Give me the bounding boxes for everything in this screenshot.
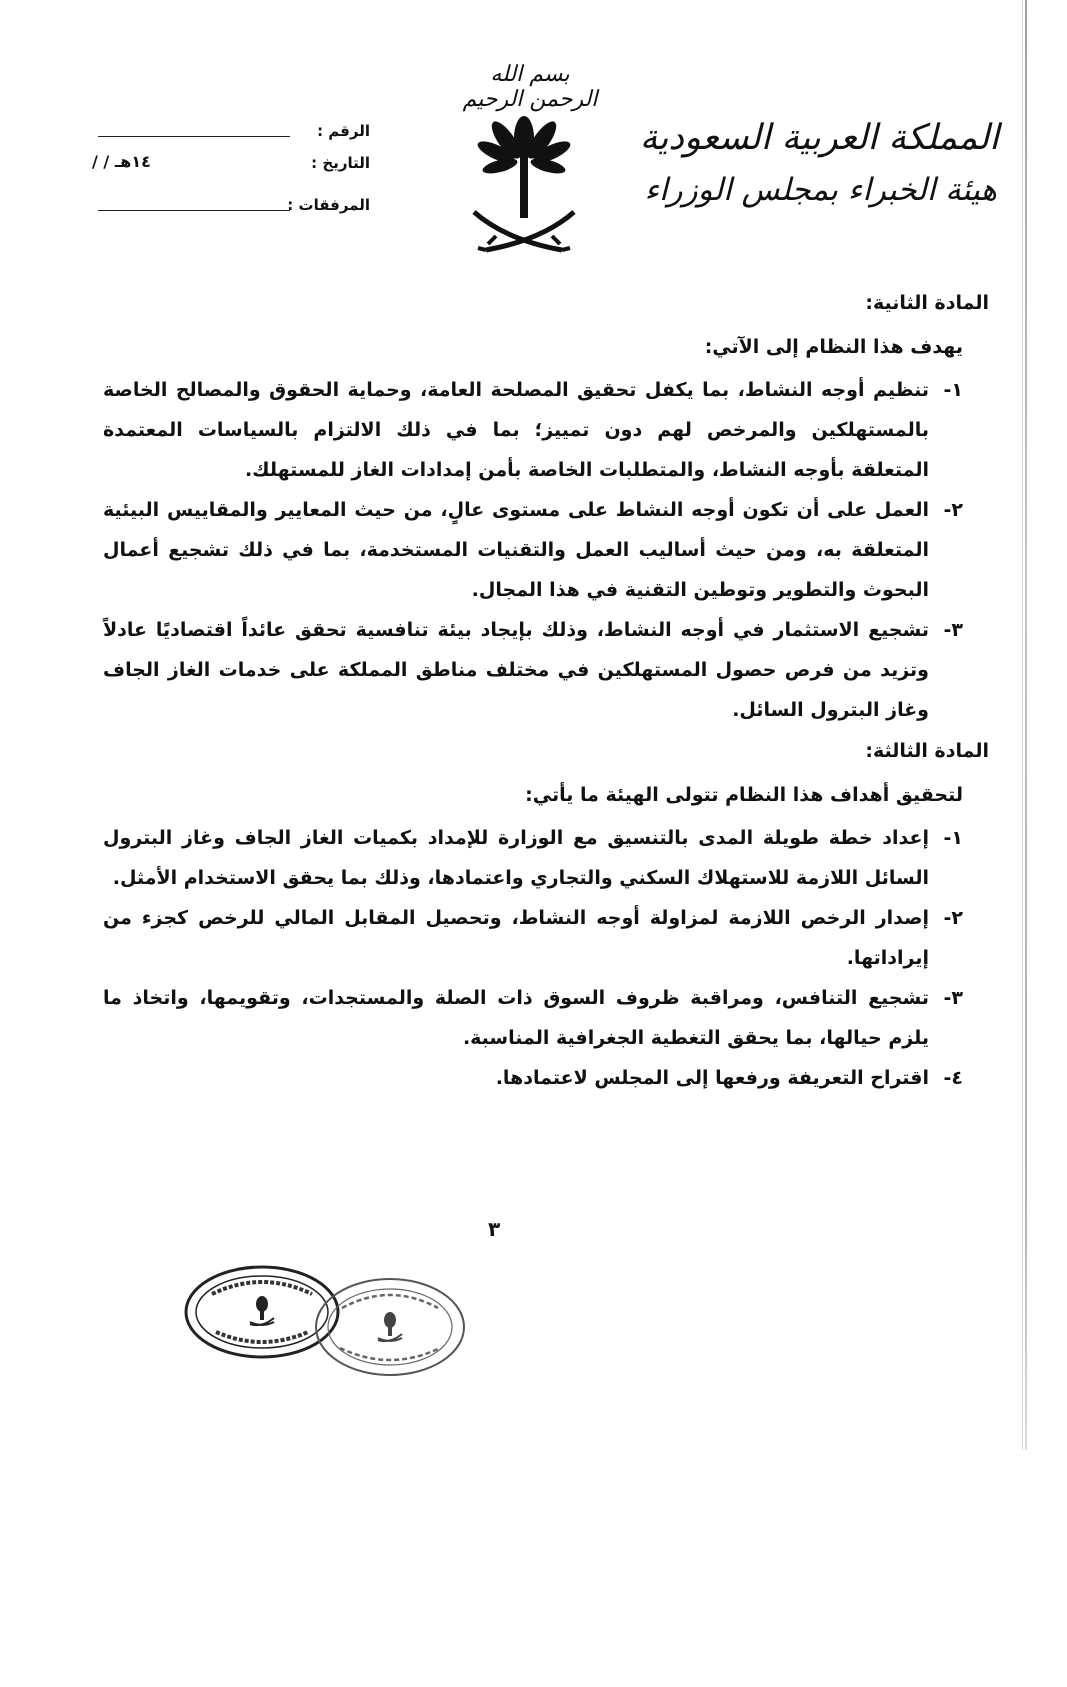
reference-number-label: الرقم : [317, 122, 370, 140]
item-number: ٣- [943, 987, 963, 1009]
article-2 [103, 288, 989, 730]
item-number: ١- [943, 379, 963, 401]
basmala: بسم الله الرحمن الرحيم [462, 62, 598, 112]
document-body [103, 288, 989, 1098]
agency-title: هيئة الخبراء بمجلس الوزراء [644, 172, 997, 208]
item-number: ٣- [943, 619, 963, 641]
date-value: ١٤هـ / / [92, 152, 151, 171]
attachments-label: المرفقات : [287, 196, 370, 214]
article-heading: المادة الثالثة: [865, 740, 989, 762]
list-item [103, 610, 963, 730]
reference-number-line [98, 136, 290, 137]
list-item [103, 490, 963, 610]
date-field [80, 150, 370, 180]
article-intro: يهدف هذا النظام إلى الآتي: [704, 336, 963, 358]
item-text: إصدار الرخص اللازمة لمزاولة أوجه النشاط، وتحصيل المقابل المالي للرخص كجزء من إيراداتها. [103, 907, 929, 969]
saudi-emblem-icon [466, 108, 582, 256]
reference-number-field [80, 118, 370, 148]
item-text: إعداد خطة طويلة المدى بالتنسيق مع الوزارة للإمداد بكميات الغاز الجاف وغاز البترول السائل اللازمة للاستهلاك السكني والتجاري واعتمادها، وذلك بما يحقق الاستخدام الأمثل. [103, 827, 929, 889]
item-text: اقتراح التعريفة ورفعها إلى المجلس لاعتمادها. [495, 1067, 929, 1089]
item-number: ٤- [943, 1067, 963, 1089]
item-number: ٢- [943, 907, 963, 929]
attachments-line [98, 210, 290, 211]
item-text: تشجيع الاستثمار في أوجه النشاط، وذلك بإيجاد بيئة تنافسية تحقق عائداً اقتصاديًا عادلاً وتزيد من فرص حصول المستهلكين في مختلف مناطق المملكة على خدمات الغاز الجاف وغاز البترول السائل. [103, 619, 929, 721]
page-edge [1022, 0, 1023, 1450]
list-item [103, 978, 963, 1058]
article-heading: المادة الثانية: [865, 292, 989, 314]
article-3 [103, 736, 989, 1098]
article-intro: لتحقيق أهداف هذا النظام تتولى الهيئة ما يأتي: [525, 784, 963, 806]
date-label: التاريخ : [311, 154, 370, 172]
item-number: ١- [943, 827, 963, 849]
experts-commission-stamp [310, 1272, 470, 1382]
item-text: تنظيم أوجه النشاط، بما يكفل تحقيق المصلحة العامة، وحماية الحقوق والمصالح الخاصة بالمستهلكين والمرخص لهم دون تمييز؛ بما في ذلك الالتزام بالسياسات المعتمدة المتعلقة بأوجه النشاط، والمتطلبات الخاصة بأمن إمدادات الغاز للمستهلك. [103, 379, 929, 481]
list-item [103, 898, 963, 978]
item-number: ٢- [943, 499, 963, 521]
list-item [103, 1058, 963, 1098]
kingdom-title: المملكة العربية السعودية [639, 118, 999, 158]
item-text: العمل على أن تكون أوجه النشاط على مستوى عالٍ، من حيث المعايير والمقاييس البيئية المتعلقة به، ومن حيث أساليب العمل والتقنيات المستخدمة، بما في ذلك تشجيع أعمال البحوث والتطوير وتوطين التقنية في هذا المجال. [103, 499, 929, 601]
page-edge [1025, 0, 1027, 1450]
list-item [103, 370, 963, 490]
list-item [103, 818, 963, 898]
item-text: تشجيع التنافس، ومراقبة ظروف السوق ذات الصلة والمستجدات، وتقويمها، واتخاذ ما يلزم حيالها، بما يحقق التغطية الجغرافية المناسبة. [103, 987, 929, 1049]
attachments-field [80, 192, 370, 222]
page-number: ٣ [488, 1217, 501, 1241]
